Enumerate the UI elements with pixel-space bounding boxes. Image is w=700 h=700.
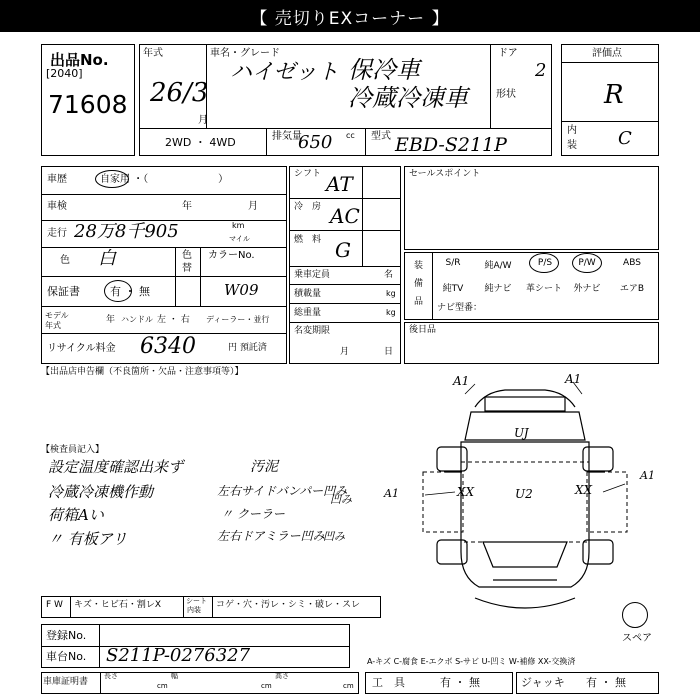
inspection-month: 月: [248, 201, 258, 212]
equip-sr: S/R: [445, 258, 461, 268]
color-value: 白: [98, 248, 116, 269]
interior-value: C: [618, 128, 632, 149]
lot-number: 71608: [48, 90, 128, 119]
fuel-label: 燃 料: [294, 235, 322, 245]
inspector-mark-1: 凹み: [330, 493, 352, 506]
equip-airbag: エアB: [619, 284, 645, 294]
month-suffix: 月: [198, 115, 208, 126]
rear-note-box: [404, 322, 659, 364]
year-value: 26/3: [150, 78, 209, 108]
inspector-line-4: 〃 有板アリ: [48, 530, 128, 548]
score-label: 評価点: [592, 48, 622, 59]
fuel-value: G: [335, 238, 351, 262]
cert-long: 長さ: [104, 672, 118, 680]
navi-label: ナビ型番：: [437, 303, 483, 313]
equip-tv: 純TV: [442, 284, 464, 294]
diagram-mark-4: A1: [384, 487, 399, 500]
grade-value-2: 冷蔵冷凍車: [348, 84, 468, 112]
equip-abs: ABS: [623, 258, 641, 268]
diagram-mark-6: XX: [457, 485, 475, 499]
model-year-label-1: モデル: [45, 311, 69, 320]
diagram-mark-1: A1: [453, 374, 470, 388]
equipment-label-2: 備: [414, 279, 424, 289]
passengers-label: 乗車定員: [294, 270, 331, 280]
passengers-unit: 名: [384, 270, 394, 280]
interior-label-2: 装: [567, 140, 577, 151]
cert-cm-2: cm: [261, 682, 272, 690]
inspector-line-1: 設定温度確認出来ず: [48, 458, 184, 476]
inspection-label: 車検: [47, 201, 67, 212]
diagram-mark-8: XX: [575, 483, 593, 497]
banner: 【 売切りEXコーナー 】: [0, 0, 700, 32]
equip-navi: 純ナビ: [484, 284, 512, 294]
equip-leather: 革シート: [525, 284, 562, 294]
model-year-suffix: 年: [106, 315, 116, 325]
score-value: R: [604, 80, 624, 110]
model-label: 型式: [371, 131, 391, 142]
mileage-value: 28万8千905: [74, 221, 179, 242]
doors-value: 2: [535, 60, 547, 81]
title-day: 日: [384, 347, 394, 357]
ac-value: AC: [330, 204, 360, 228]
inspector-label: 【検査員記入】: [41, 445, 105, 455]
cert-label: 車庫証明書: [43, 677, 89, 687]
diagram-mark-7: U2: [515, 487, 533, 501]
seat-label-2: 内装: [187, 606, 201, 614]
diagram-mark-5: A1: [640, 469, 655, 482]
handle-label: ハンドル: [121, 315, 153, 324]
jack-label: ジャッキ: [521, 676, 565, 689]
inspector-right-4: 左右ドアミラー凹み: [217, 529, 325, 543]
usage-label: 車歴: [47, 174, 67, 185]
chassis-value: S211P-0276327: [106, 645, 251, 666]
load-label: 積載量: [294, 289, 322, 299]
shift-label: シフト: [294, 169, 322, 179]
title-change-label: 名変期限: [294, 326, 331, 336]
equip-ext-navi: 外ナビ: [573, 284, 601, 294]
cert-row: [41, 672, 359, 694]
legend: A-キズ C-腐食 E-エクボ S-サビ U-凹ミ W-補修 XX-交換済: [367, 657, 576, 666]
equip-ps: P/S: [537, 258, 553, 268]
declaration-label: 【出品店申告欄（不良箇所・欠品・注意事項等）】: [41, 367, 244, 377]
jack-value: 有 ・ 無: [586, 676, 626, 689]
recycle-value: 6340: [140, 334, 196, 359]
year-label: 年式: [143, 48, 163, 59]
spare-label: スペア: [622, 633, 652, 644]
inspector-line-3: 荷箱Aい: [48, 506, 104, 524]
cert-cm-3: cm: [343, 682, 354, 690]
rear-note-label: 後日品: [409, 325, 437, 335]
color-label: 色: [60, 255, 70, 266]
recycle-label: リサイクル料金: [47, 343, 116, 354]
warranty-value: 有 ・ 無: [110, 285, 150, 298]
warranty-circle: [104, 280, 132, 302]
dealer-label: ディーラー・並行: [206, 315, 270, 324]
spare-tire-icon: [622, 602, 648, 628]
tools-label: 工 具: [372, 676, 405, 689]
seat-value: コゲ・穴・汚レ・シミ・破レ・スレ: [216, 600, 361, 610]
recycle-suffix: 円 預託済: [228, 343, 267, 353]
fw-label: F W: [46, 600, 63, 610]
usage-value: 自家用 ・（ ）: [100, 174, 229, 185]
cert-width: 幅: [171, 672, 178, 680]
mile-unit: マイル: [229, 235, 250, 243]
equip-aw: 純A/W: [484, 261, 512, 271]
lot-label: 出品No.: [50, 51, 109, 69]
color-no-value: W09: [224, 281, 259, 299]
displacement-value: 650: [298, 132, 333, 153]
displacement-label: 排気量: [272, 131, 302, 142]
mileage-label: 走行: [47, 228, 67, 239]
ps-circle: [529, 253, 559, 273]
equip-pw: P/W: [578, 258, 596, 268]
color-change-label-2: 替: [182, 263, 192, 274]
sales-point-label: セールスポイント: [409, 169, 481, 179]
model-year-label-2: 年式: [45, 321, 61, 330]
equipment-label-1: 装: [414, 261, 424, 271]
diagram-mark-3: UJ: [514, 426, 529, 440]
inspection-year: 年: [182, 201, 192, 212]
inspector-right-2: 左右サイドバンパー凹み: [217, 484, 348, 498]
name-value: ハイゼット: [230, 60, 339, 85]
usage-circle: [95, 170, 129, 188]
car-diagram: [375, 372, 675, 632]
gross-unit: kg: [386, 308, 396, 317]
shape-label: 形状: [496, 89, 516, 100]
shift-value: AT: [326, 172, 353, 196]
cert-cm-1: cm: [157, 682, 168, 690]
color-change-label-1: 色: [182, 250, 192, 261]
doors-label: ドア: [498, 48, 518, 59]
model-value: EBD-S211P: [395, 134, 507, 156]
load-unit: kg: [386, 289, 396, 298]
grade-value: 保冷車: [348, 56, 420, 84]
pw-circle: [572, 253, 602, 273]
cc-unit: cc: [346, 131, 355, 140]
title-month: 月: [340, 347, 350, 357]
color-no-label: カラーNo.: [208, 250, 255, 261]
handle-value: 左 ・ 右: [157, 315, 190, 325]
equipment-label-3: 品: [414, 297, 424, 307]
km-unit: km: [232, 221, 245, 230]
inspector-right-1: 汚泥: [250, 459, 278, 475]
interior-label-1: 内: [567, 125, 577, 136]
seat-label-1: シート: [186, 597, 207, 605]
lot-code: [2040]: [46, 67, 83, 80]
fw-value: キズ・ヒビ石・割レX: [74, 600, 161, 610]
cert-height: 高さ: [275, 672, 289, 680]
inspector-line-2: 冷蔵冷凍機作動: [48, 483, 154, 501]
registration-label: 登録No.: [46, 629, 87, 642]
drive-label: 2WD ・ 4WD: [165, 136, 236, 149]
ac-label: 冷 房: [294, 202, 322, 212]
gross-label: 総重量: [294, 308, 322, 318]
warranty-label: 保証書: [47, 285, 80, 298]
chassis-label: 車台No.: [46, 650, 87, 663]
diagram-mark-2: A1: [565, 372, 582, 386]
tools-value: 有 ・ 無: [440, 676, 480, 689]
name-label: 車名・グレード: [210, 48, 280, 59]
inspector-right-3: 〃 クーラー: [221, 507, 285, 521]
inspector-mark-2: 凹み: [323, 530, 345, 543]
